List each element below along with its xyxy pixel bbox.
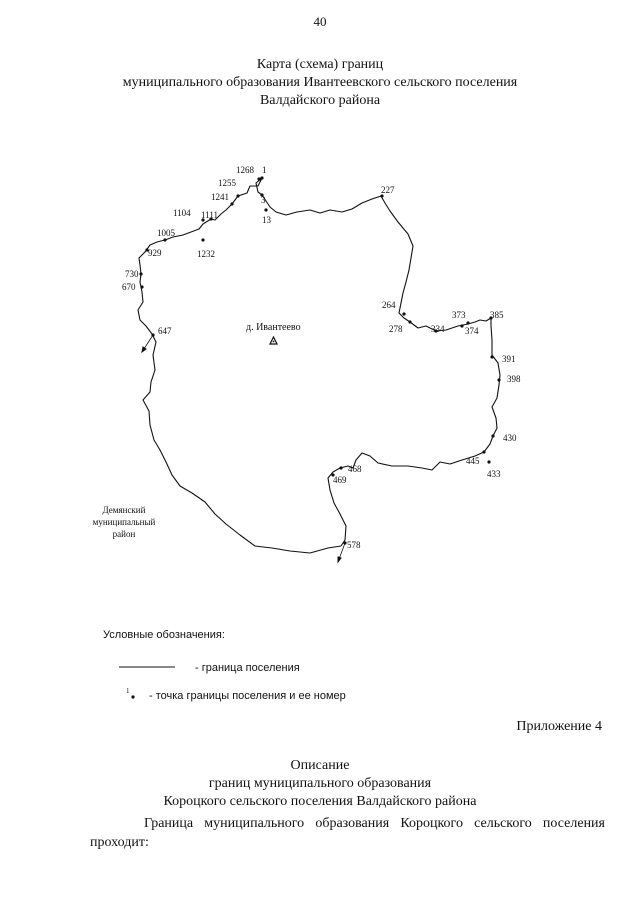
boundary-point-labels xyxy=(122,165,521,550)
legend-point-number: 1 xyxy=(126,687,130,695)
map-title-line-1: Карта (схема) границ xyxy=(256,57,384,72)
map-title-line-2: муниципального образования Ивантеевского сельского поселения xyxy=(122,75,518,90)
boundary-point-13 xyxy=(264,208,267,211)
point-label: 469 xyxy=(333,475,347,485)
point-label: 647 xyxy=(158,326,172,336)
district-label-line-2: муниципальный xyxy=(92,517,156,527)
point-label: 264 xyxy=(382,300,396,310)
boundary-point-1255 xyxy=(236,194,239,197)
boundary-point-278 xyxy=(408,320,411,323)
settlement-boundary-line xyxy=(138,178,500,553)
boundary-point-445 xyxy=(482,450,485,453)
boundary-point-1232 xyxy=(201,238,204,241)
point-label: 1232 xyxy=(197,249,215,259)
boundary-point-433 xyxy=(487,460,490,463)
description-title xyxy=(0,757,640,811)
point-label: 430 xyxy=(503,433,517,443)
point-label: 730 xyxy=(125,269,139,279)
point-label: 227 xyxy=(381,185,395,195)
boundary-point-647 xyxy=(151,333,154,336)
description-title-line-1: Описание xyxy=(290,758,350,773)
point-label: 468 xyxy=(348,464,362,474)
point-label: 3 xyxy=(261,195,266,205)
point-label: 398 xyxy=(507,374,521,384)
point-label: 385 xyxy=(490,310,504,320)
boundary-point-468 xyxy=(339,466,342,469)
settlement-label: д. Ивантеево xyxy=(246,322,301,333)
body-paragraph xyxy=(90,814,605,852)
point-label: 433 xyxy=(487,469,501,479)
point-label: 445 xyxy=(466,456,480,466)
point-label: 334 xyxy=(431,324,445,334)
boundary-point-374 xyxy=(460,324,463,327)
legend-boundary-text: - граница поселения xyxy=(195,662,300,674)
point-label: 374 xyxy=(465,326,479,336)
point-label: 929 xyxy=(148,248,162,258)
district-label-line-3: район xyxy=(112,529,136,539)
legend-title: Условные обозначения: xyxy=(103,629,225,641)
boundary-point-264 xyxy=(402,312,405,315)
map-title-line-3: Валдайского района xyxy=(259,93,381,108)
point-label: 1241 xyxy=(211,192,229,202)
triangle-icon xyxy=(270,337,277,344)
point-label: 278 xyxy=(389,324,403,334)
body-paragraph-text: Граница муниципального образования Короцкого сельского поселения проходит: xyxy=(90,816,605,850)
page-number: 40 xyxy=(313,14,327,29)
point-label: 578 xyxy=(347,540,361,550)
district-label-line-1: Демянский xyxy=(102,505,146,515)
point-label: 1 xyxy=(262,165,267,175)
boundary-point-391 xyxy=(490,355,493,358)
point-label: 1268 xyxy=(236,165,254,175)
description-title-line-3: Короцкого сельского поселения Валдайского района xyxy=(163,794,477,809)
boundary-point-1005 xyxy=(163,238,166,241)
boundary-point-373 xyxy=(466,321,469,324)
boundary-point-1241 xyxy=(230,202,233,205)
point-label: 1255 xyxy=(218,178,236,188)
point-label: 670 xyxy=(122,282,136,292)
appendix-label: Приложение 4 xyxy=(516,719,602,734)
boundary-point-398 xyxy=(497,378,500,381)
boundary-point-430 xyxy=(491,434,494,437)
description-title-line-2: границ муниципального образования xyxy=(208,776,432,791)
legend-point-text: - точка границы поселения и ее номер xyxy=(149,690,346,702)
boundary-point-1268 xyxy=(257,177,260,180)
boundary-point-1 xyxy=(260,176,263,179)
point-label: 13 xyxy=(262,215,271,225)
boundary-point-730 xyxy=(139,272,142,275)
legend-point-marker xyxy=(131,695,134,698)
settlement-marker xyxy=(246,322,301,344)
district-label xyxy=(74,504,174,540)
point-label: 1005 xyxy=(157,228,175,238)
point-label: 373 xyxy=(452,310,466,320)
boundary-points xyxy=(139,176,500,544)
point-label: 1104 xyxy=(173,208,191,218)
boundary-point-670 xyxy=(140,285,143,288)
point-label: 1111 xyxy=(201,210,218,220)
point-label: 391 xyxy=(502,354,516,364)
